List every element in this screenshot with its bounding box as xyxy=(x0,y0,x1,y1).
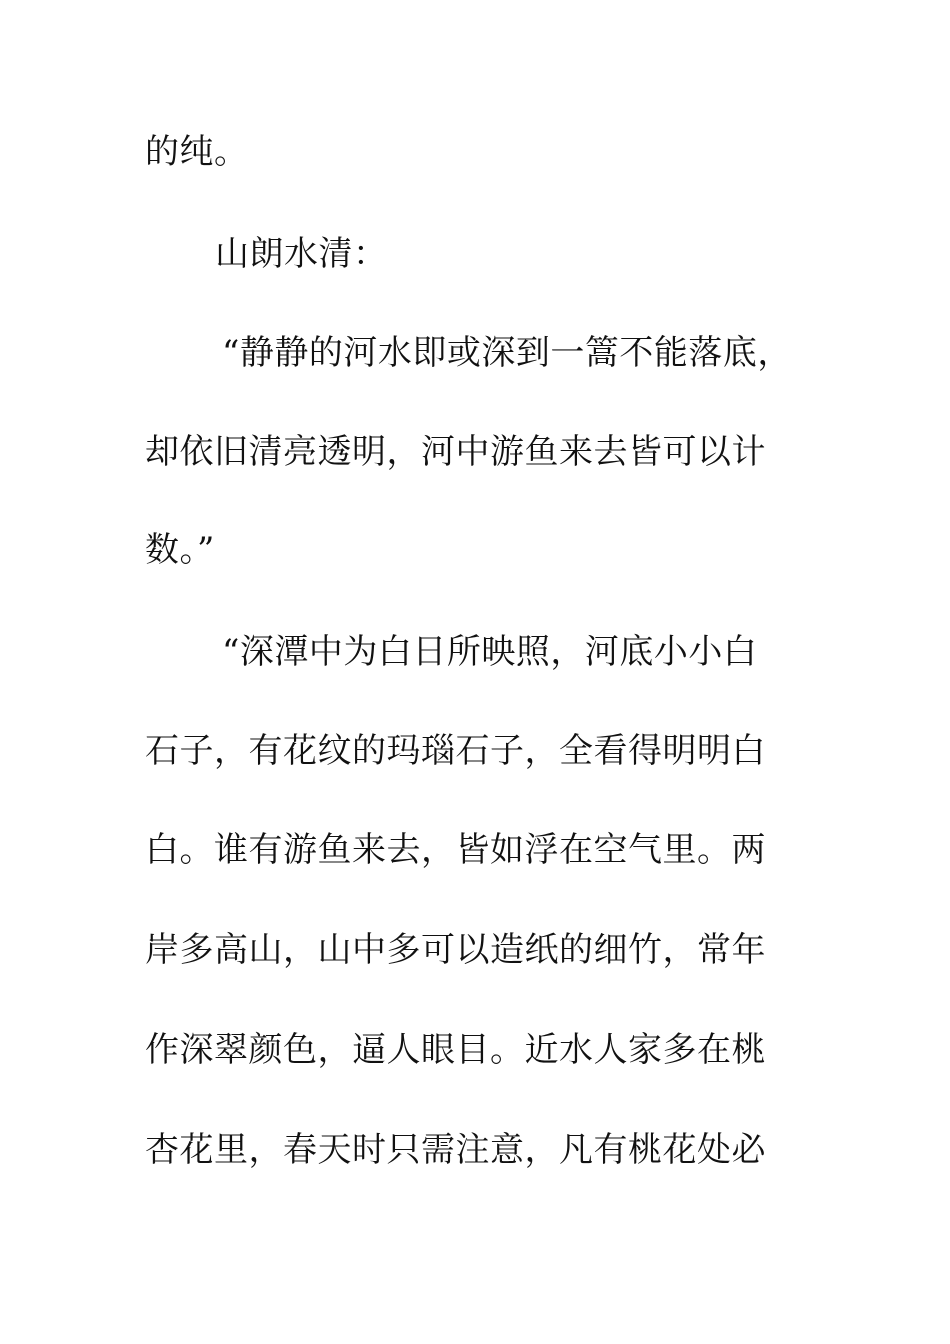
section-heading: 山朗水清： xyxy=(215,234,388,274)
quote-line: 岸多高山，山中多可以造纸的细竹，常年 xyxy=(145,930,766,970)
quote-line: “深潭中为白日所映照，河底小小白 xyxy=(222,632,758,672)
quote-line: 白。谁有游鱼来去，皆如浮在空气里。两 xyxy=(145,830,766,870)
quote-line: 石子，有花纹的玛瑙石子，全看得明明白 xyxy=(145,731,766,771)
quote-line: “静静的河水即或深到一篙不能落底， xyxy=(222,333,792,373)
quote-line: 却依旧清亮透明，河中游鱼来去皆可以计 xyxy=(145,432,766,472)
text-line: 的纯。 xyxy=(145,132,249,172)
quote-line: 数。” xyxy=(145,530,215,570)
quote-line: 作深翠颜色，逼人眼目。近水人家多在桃 xyxy=(145,1030,766,1070)
quote-line: 杏花里，春天时只需注意，凡有桃花处必 xyxy=(145,1130,766,1170)
